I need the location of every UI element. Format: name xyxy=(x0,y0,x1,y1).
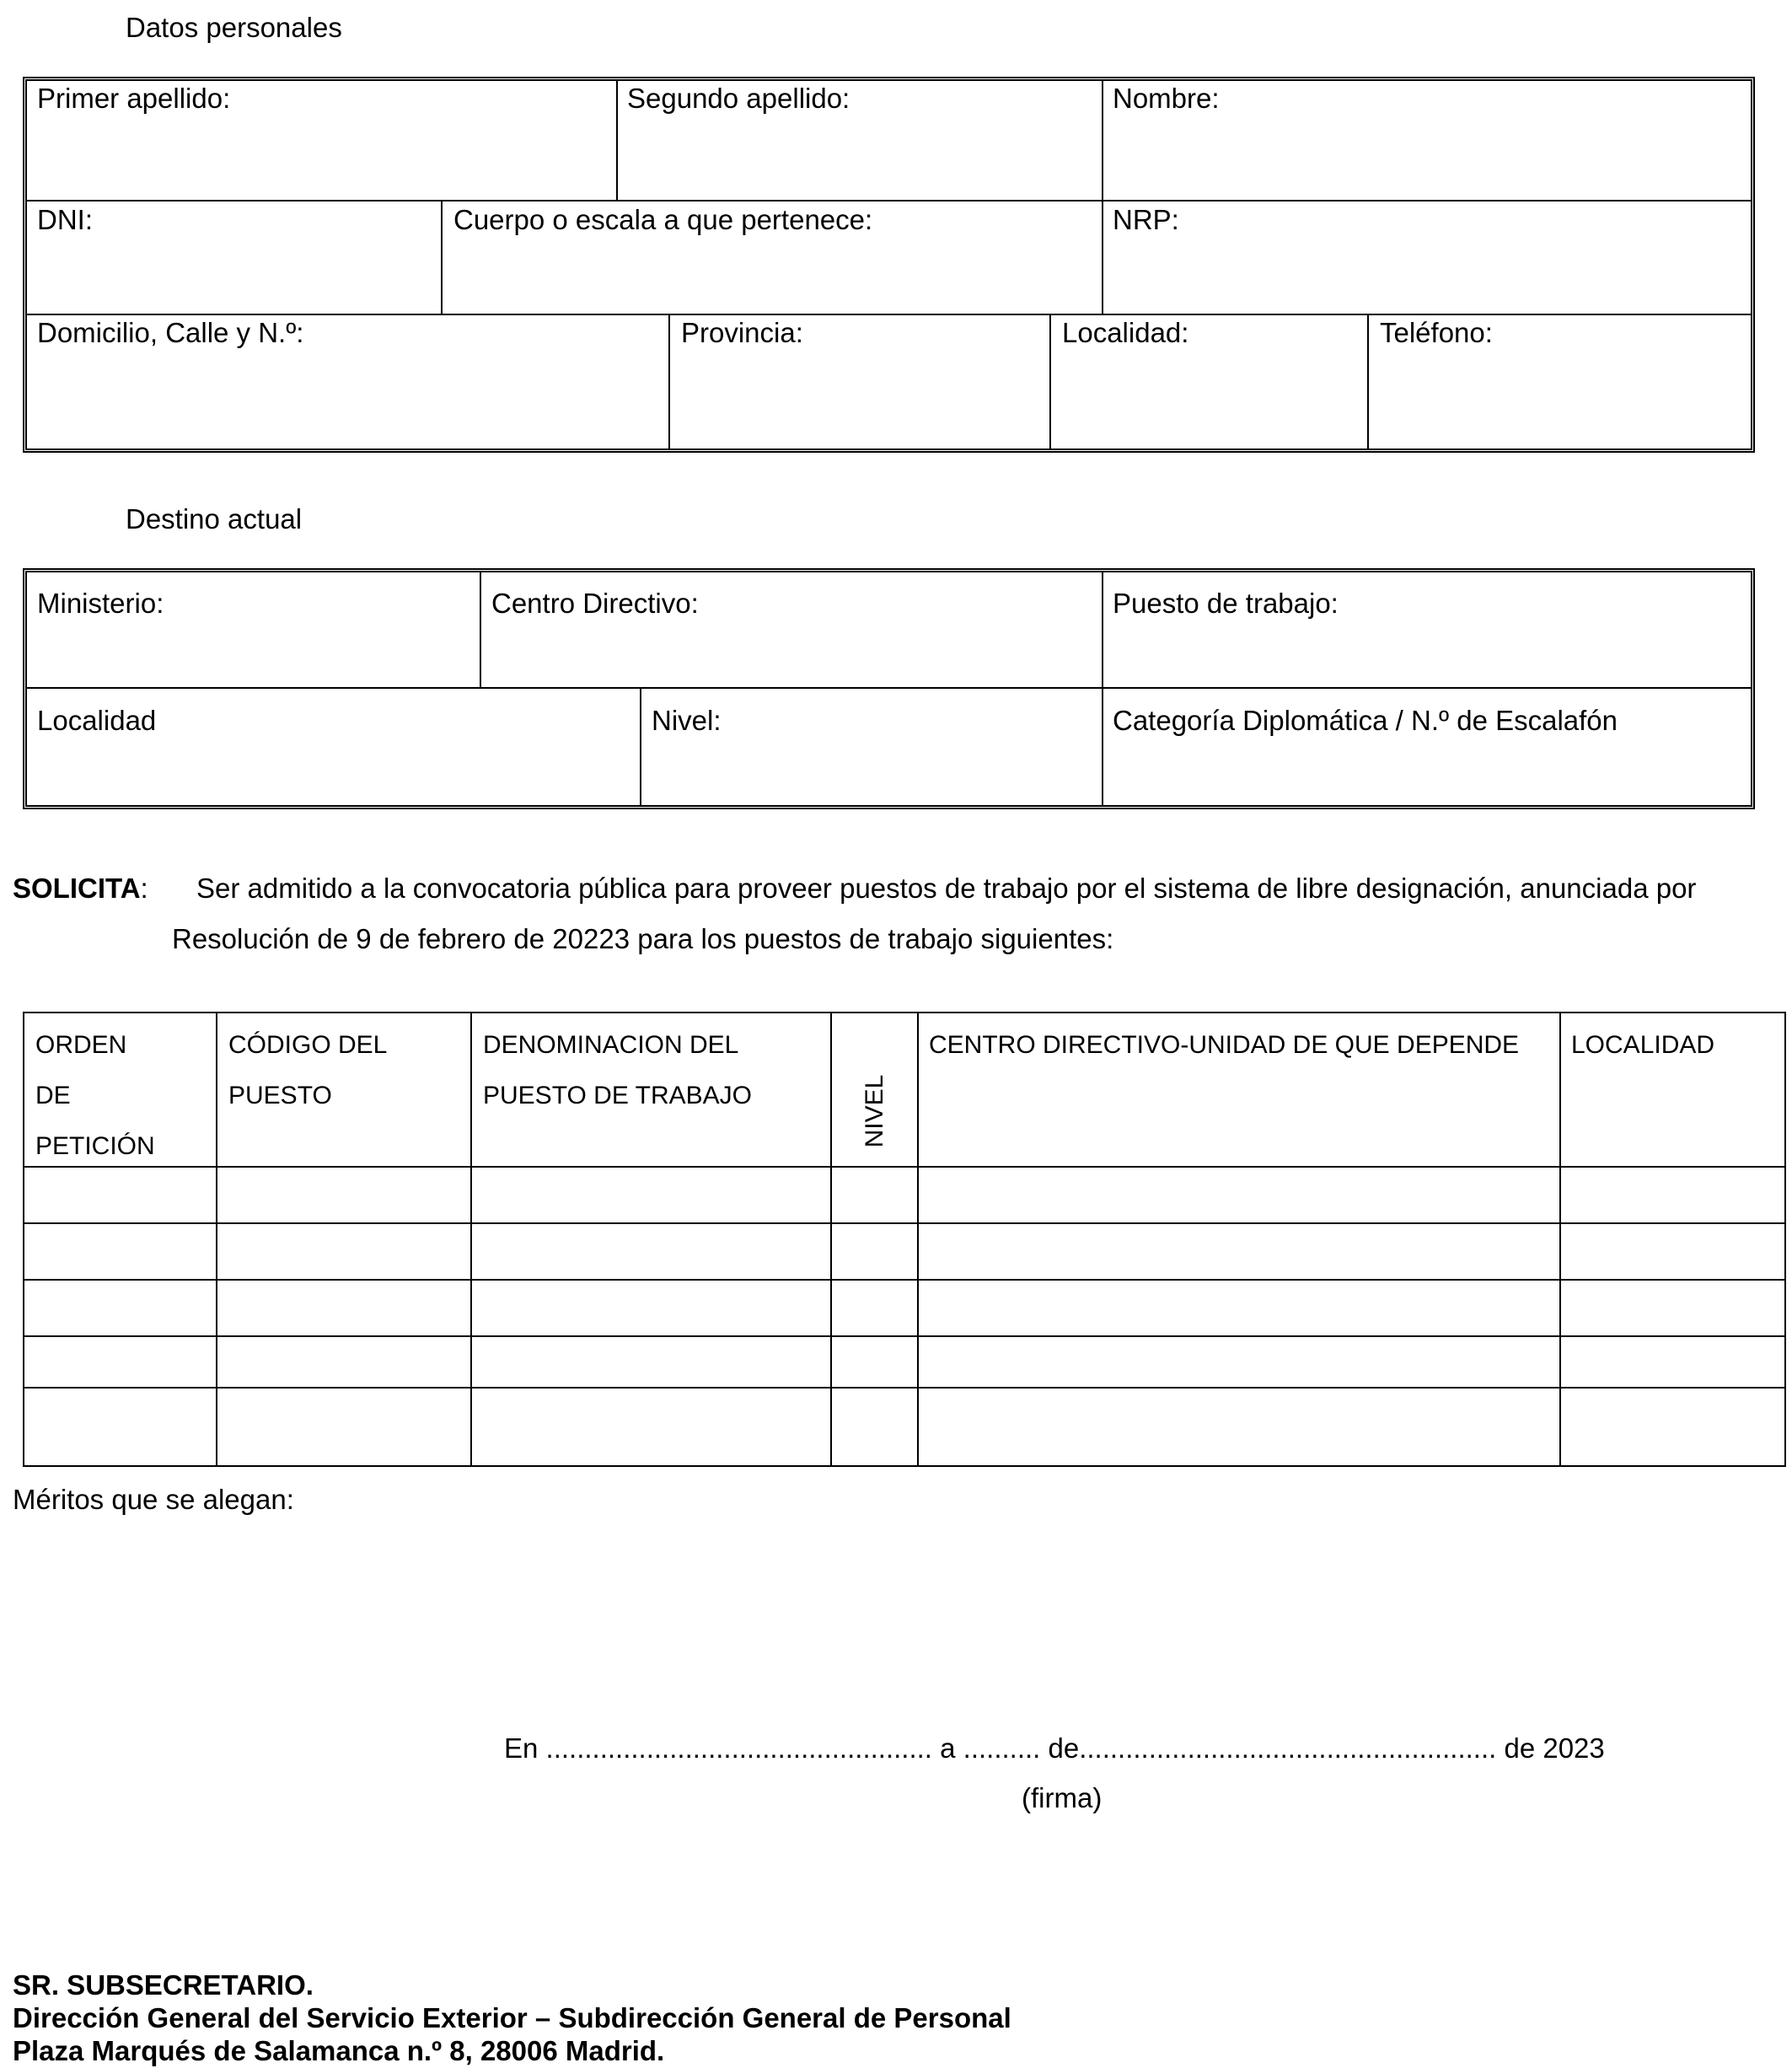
telefono-label: Teléfono: xyxy=(1380,317,1493,348)
divider xyxy=(1049,314,1051,449)
addressee: SR. SUBSECRETARIO. xyxy=(13,1969,314,2001)
nivel-field[interactable] xyxy=(644,742,1097,803)
categoria-field[interactable] xyxy=(1106,742,1746,803)
signature-line: En .................................................. a .......... de...................................................... de 2023 xyxy=(504,1732,1605,1764)
nrp-label: NRP: xyxy=(1113,204,1179,235)
cuerpo-label: Cuerpo o escala a que pertenece: xyxy=(453,204,873,235)
divider xyxy=(441,201,443,314)
divider xyxy=(616,81,618,201)
divider xyxy=(668,314,670,449)
nombre-field[interactable] xyxy=(1106,118,1746,196)
header-nivel: NIVEL xyxy=(860,1074,888,1148)
ministerio-field[interactable] xyxy=(30,624,475,683)
provincia-label: Provincia: xyxy=(681,317,803,348)
solicita-text-line1: Ser admitido a la convocatoria pública para proveer puestos de trabajo por el sistema de libre designación, anunciada por xyxy=(196,873,1697,904)
table-row[interactable] xyxy=(24,1337,1784,1387)
table-row[interactable] xyxy=(24,1224,1784,1279)
header-orden-line: ORDEN xyxy=(35,1031,127,1059)
centro-directivo-field[interactable] xyxy=(484,624,1097,683)
primer-apellido-label: Primer apellido: xyxy=(37,83,231,114)
categoria-label: Categoría Diplomática / N.º de Escalafón xyxy=(1113,705,1618,736)
divider xyxy=(640,688,641,806)
header-codigo-line: PUESTO xyxy=(228,1082,332,1109)
header-denominacion-line: DENOMINACION DEL xyxy=(483,1031,739,1059)
divider xyxy=(27,200,1751,201)
ministerio-label: Ministerio: xyxy=(37,588,164,619)
divider xyxy=(27,314,1751,315)
divider xyxy=(480,572,481,688)
header-denominacion-line: PUESTO DE TRABAJO xyxy=(483,1082,752,1109)
table-row[interactable] xyxy=(24,1281,1784,1335)
personal-data-heading: Datos personales xyxy=(126,12,342,43)
divider xyxy=(1367,314,1369,449)
solicita-text-line2: Resolución de 9 de febrero de 20223 para los puestos de trabajo siguientes: xyxy=(172,923,1114,954)
addressee-department: Dirección General del Servicio Exterior – Subdirección General de Personal xyxy=(13,2002,1011,2033)
meritos-label: Méritos que se alegan: xyxy=(13,1484,294,1515)
puesto-label: Puesto de trabajo: xyxy=(1113,588,1339,619)
meritos-field[interactable] xyxy=(13,1526,1774,1711)
divider xyxy=(1102,572,1103,806)
primer-apellido-field[interactable] xyxy=(30,118,612,196)
localidad-label: Localidad: xyxy=(1062,317,1189,348)
dni-label: DNI: xyxy=(37,204,93,235)
header-codigo xyxy=(228,1020,387,1121)
domicilio-label: Domicilio, Calle y N.º: xyxy=(37,317,304,348)
segundo-apellido-field[interactable] xyxy=(620,118,1097,196)
table-row[interactable] xyxy=(24,1389,1784,1465)
firma-label: (firma) xyxy=(1022,1782,1103,1813)
table-row[interactable] xyxy=(24,1168,1784,1222)
destino-localidad-label: Localidad xyxy=(37,705,157,736)
solicita-keyword: SOLICITA xyxy=(13,873,141,904)
header-localidad: LOCALIDAD xyxy=(1571,1031,1715,1059)
header-orden-line: PETICIÓN xyxy=(35,1132,155,1160)
header-orden-line: DE xyxy=(35,1082,71,1109)
header-orden xyxy=(35,1020,155,1172)
nivel-label: Nivel: xyxy=(652,705,722,736)
provincia-field[interactable] xyxy=(673,352,1045,445)
destino-heading: Destino actual xyxy=(126,503,303,534)
centro-directivo-label: Centro Directivo: xyxy=(491,588,699,619)
nrp-field[interactable] xyxy=(1106,239,1746,310)
localidad-field[interactable] xyxy=(1054,352,1363,445)
divider xyxy=(27,687,1751,689)
solicita-label xyxy=(13,873,148,905)
header-centro: CENTRO DIRECTIVO-UNIDAD DE QUE DEPENDE xyxy=(929,1031,1520,1059)
addressee-address: Plaza Marqués de Salamanca n.º 8, 28006 Madrid. xyxy=(13,2035,665,2066)
dni-field[interactable] xyxy=(30,239,437,310)
domicilio-field[interactable] xyxy=(30,352,664,445)
destino-localidad-field[interactable] xyxy=(30,742,636,803)
segundo-apellido-label: Segundo apellido: xyxy=(627,83,850,114)
header-codigo-line: CÓDIGO DEL xyxy=(228,1031,388,1059)
telefono-field[interactable] xyxy=(1371,352,1746,445)
puesto-field[interactable] xyxy=(1106,624,1746,683)
solicita-colon: : xyxy=(140,873,148,904)
divider xyxy=(1102,81,1103,314)
header-denominacion xyxy=(483,1020,752,1121)
header-nivel-cell xyxy=(832,1012,917,1166)
cuerpo-field[interactable] xyxy=(445,239,1097,310)
nombre-label: Nombre: xyxy=(1113,83,1220,114)
